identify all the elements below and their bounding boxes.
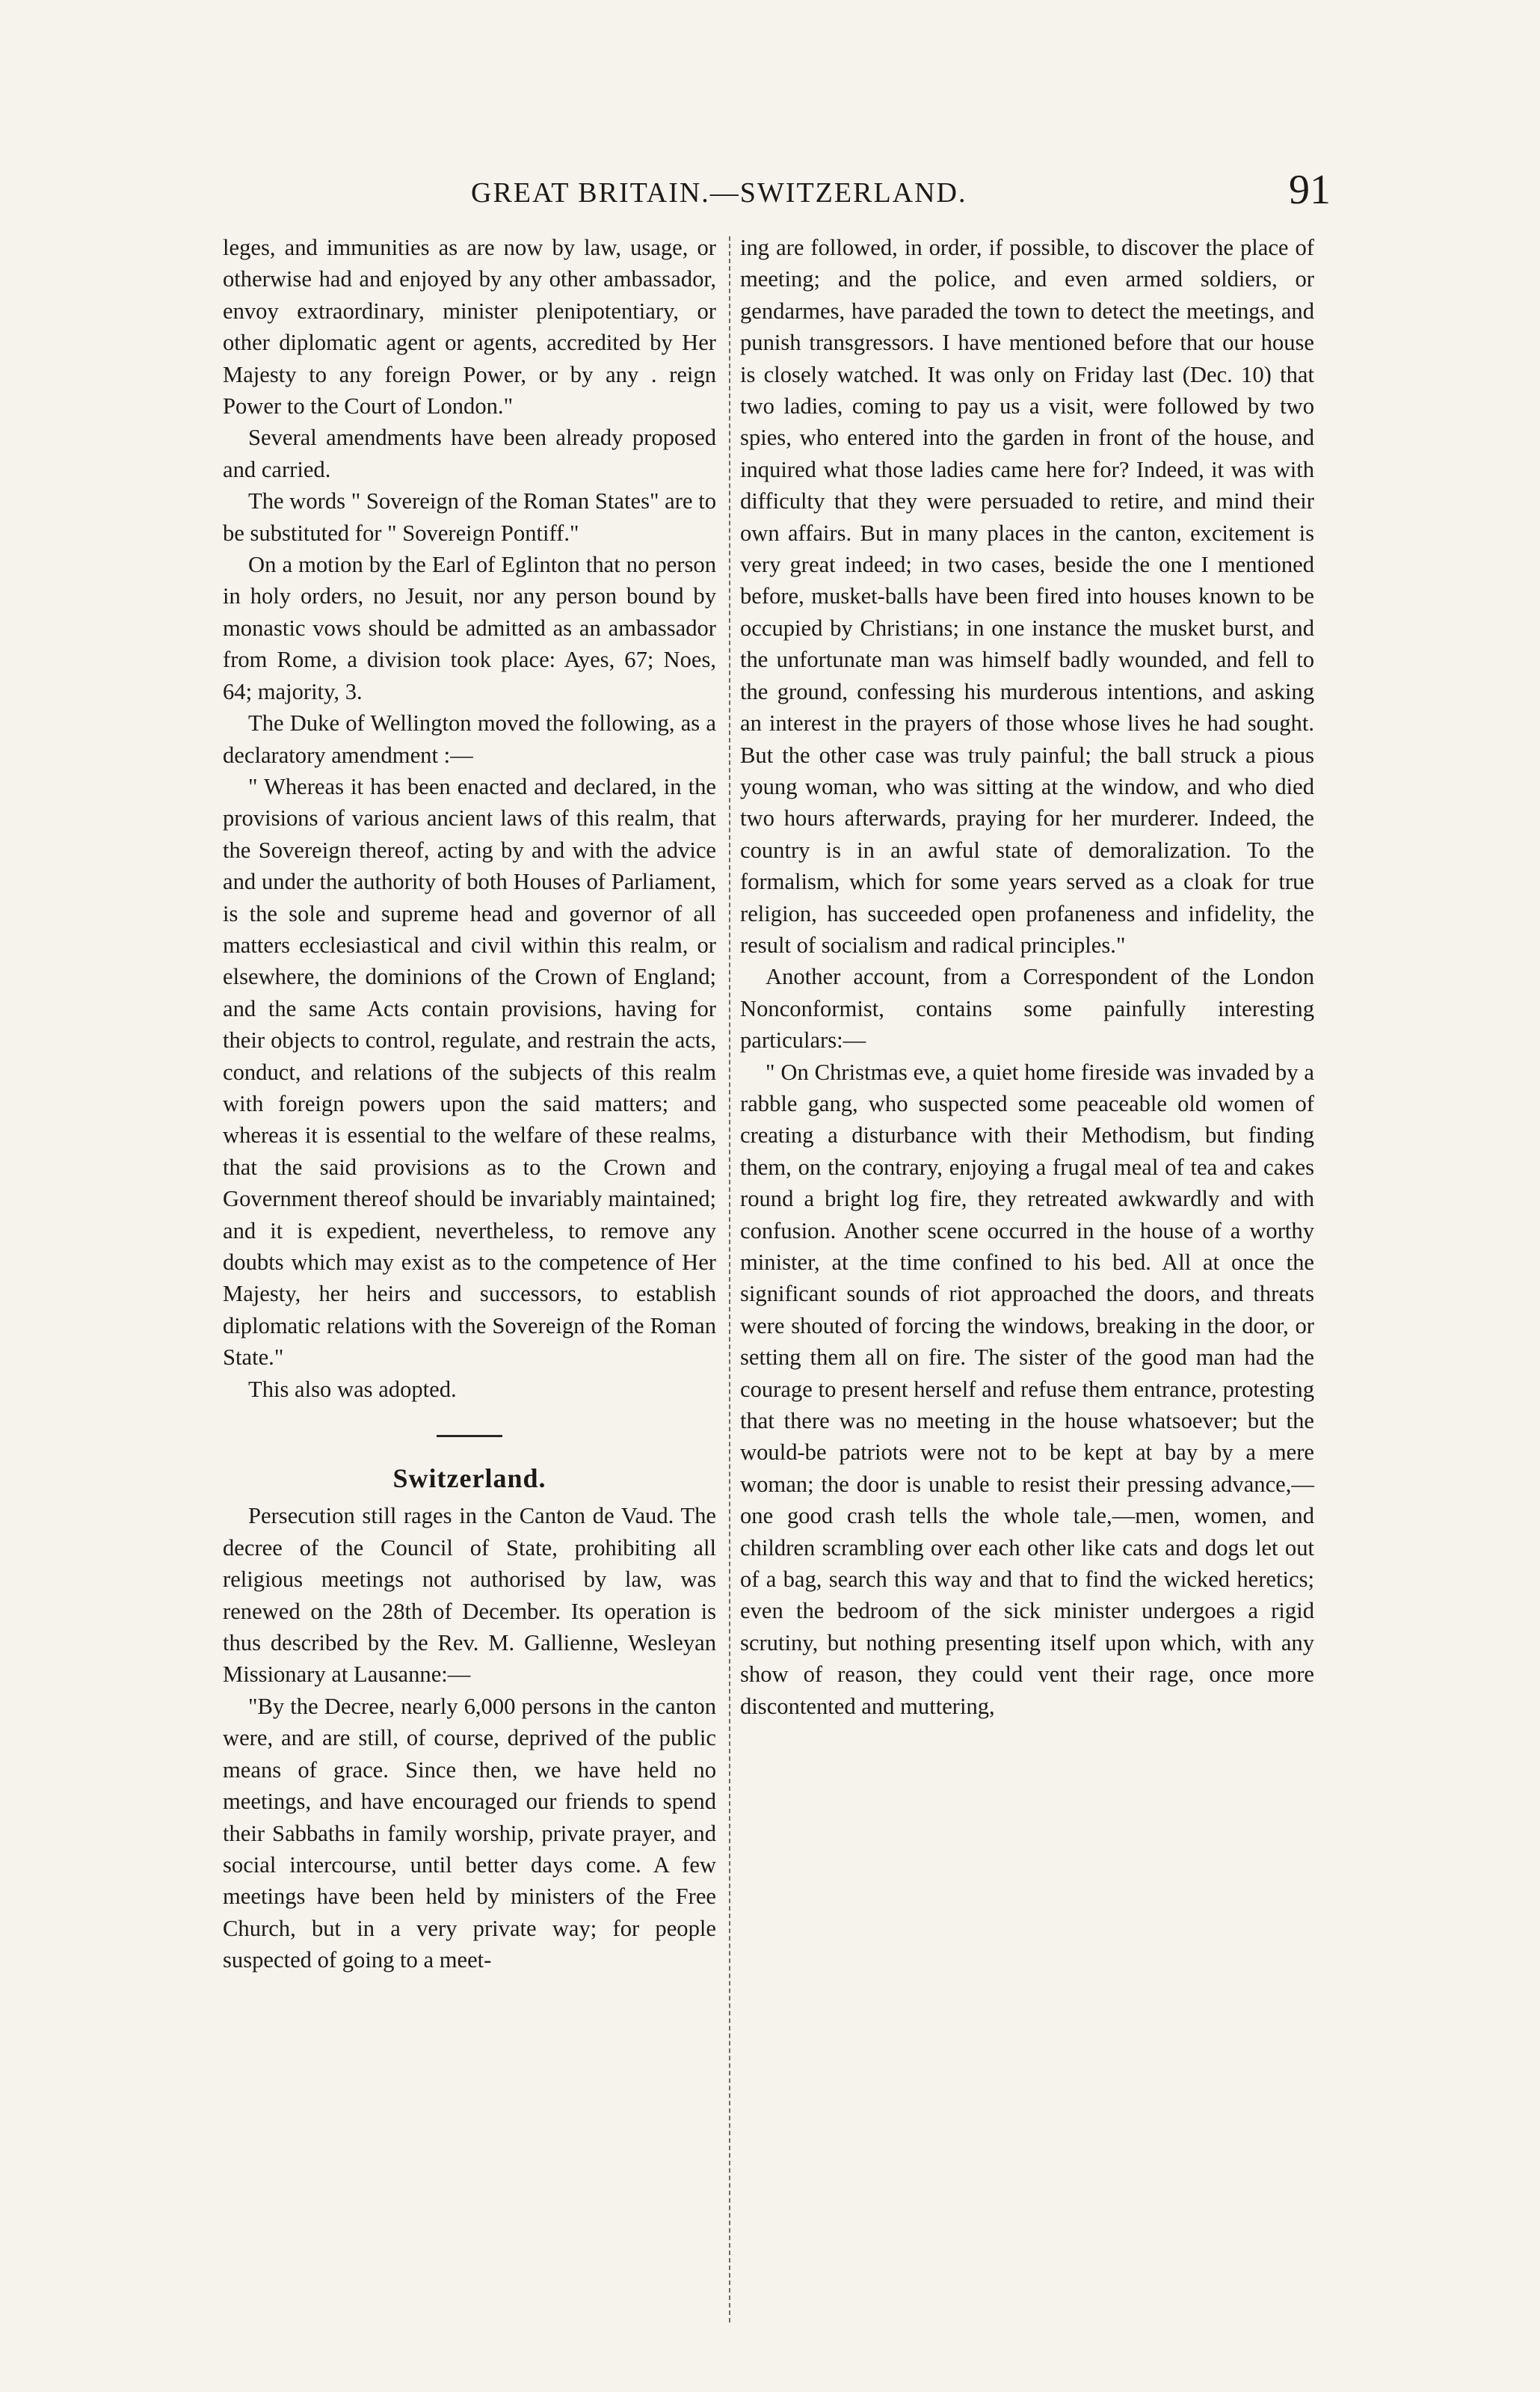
column-divider	[729, 236, 730, 2322]
running-head	[224, 166, 1331, 218]
paragraph: Another account, from a Correspondent of the London Nonconformist, contains some painfully interesting particulars:—	[740, 964, 1314, 1054]
paragraph: Persecution still rages in the Canton de Vaud. The decree of the Council of State, prohibiting all religious meetings not authorised by law, was renewed on the 28th of December. Its operation is thus described by the Rev. M. Gallienne, Wesleyan Missionary at Lausanne:—	[223, 1503, 716, 1688]
paragraph: The Duke of Wellington moved the following, as a declaratory amendment :—	[223, 710, 716, 768]
paragraph: ing are followed, in order, if possible, to discover the place of meeting; and the police, and even armed soldiers, or gendarmes, have paraded the town to detect the meetings, and punish transgressors. I have mentioned before that our house is closely watched. It was only on Friday last (Dec. 10) that two ladies, coming to pay us a visit, were followed by two spies, who entered into the garden in front of the house, and inquired what those ladies came here for? Indeed, it was with difficulty that they were persuaded to retire, and mind their own affairs. But in many places in the canton, excitement is very great indeed; in two cases, beside the one I mentioned before, musket-balls have been fired into houses known to be occupied by Christians; in one instance the musket burst, and the unfortunate man was himself badly wounded, and fell to the ground, confessing his murderous intentions, and asking an interest in the prayers of those whose lives he had sought. But the other case was truly painful; the ball struck a pious young woman, who was sitting at the window, and who died two hours afterwards, praying for her murderer. Indeed, the country is in an awful state of demoralization. To the formalism, which for some years served as a cloak for true religion, has succeeded open profaneness and infidelity, the result of socialism and radical principles."	[740, 235, 1314, 958]
paragraph: On a motion by the Earl of Eglinton that no person in holy orders, no Jesuit, nor any person bound by monastic vows should be admitted as an ambassador from Rome, a division took place: Ayes, 67; Noes, 64; majority, 3.	[223, 552, 716, 704]
page-number: 91	[1289, 167, 1331, 213]
section-heading: Switzerland.	[392, 1463, 546, 1494]
paragraph: The words " Sovereign of the Roman States" are to be substituted for " Sovereign Pontiff."	[223, 488, 716, 546]
quoted-paragraph: "By the Decree, nearly 6,000 persons in the canton were, and are still, of course, deprived of the public means of grace. Since then, we have held no meetings, and have encouraged our friends to spend their Sabbaths in family worship, private prayer, and social intercourse, until better days come. A few meetings have been held by ministers of the Free Church, but in a very private way; for people suspected of going to a meet-	[223, 1693, 716, 1973]
section-separator	[437, 1435, 502, 1437]
paragraph: leges, and immunities as are now by law, usage, or otherwise had and enjoyed by any other ambassador, envoy extraordinary, minister plenipotentiary, or other diplomatic agent or agents, accredited by Her Majesty to any foreign Power, or by any . reign Power to the Court of London."	[223, 235, 716, 419]
quoted-paragraph: " On Christmas eve, a quiet home fireside was invaded by a rabble gang, who suspected some peaceable old women of creating a disturbance with their Methodism, but finding them, on the contrary, enjoying a frugal meal of tea and cakes round a bright log fire, they retreated awkwardly and with confusion. Another scene occurred in the house of a worthy minister, at the time confined to his bed. All at once the significant sounds of riot approached the doors, and threats were shouted of forcing the windows, breaking in the door, or setting them all on fire. The sister of the good man had the courage to present herself and refuse them entrance, protesting that there was no meeting in the house whatsoever; but the would-be patriots were not to be kept at bay by a mere woman; the door is unable to resist their pressing advance,—one good crash tells the whole tale,—men, women, and children scrambling over each other like cats and dogs let out of a bag, search this way and that to find the wicked heretics; even the bedroom of the sick minister undergoes a rigid scrutiny, but nothing presenting itself upon which, with any show of reason, they could vent their rage, once more discontented and muttering,	[740, 1059, 1314, 1719]
running-title: GREAT BRITAIN.—SWITZERLAND.	[471, 177, 967, 209]
quoted-paragraph: " Whereas it has been enacted and declared, in the provisions of various ancient laws of this realm, that the Sovereign thereof, acting by and with the advice and under the authority of both Houses of Parliament, is the sole and supreme head and governor of all matters ecclesiastical and civil within this realm, or elsewhere, the dominions of the Crown of England; and the same Acts contain provisions, having for their objects to control, regulate, and restrain the acts, conduct, and relations of the subjects of this realm with foreign powers upon the said matters; and whereas it is essential to the welfare of these realms, that the said provisions as to the Crown and Government thereof should be invariably maintained; and it is expedient, nevertheless, to remove any doubts which may exist as to the competence of Her Majesty, her heirs and successors, to establish diplomatic relations with the Sovereign of the Roman State."	[223, 773, 716, 1371]
paragraph: This also was adopted.	[248, 1376, 457, 1402]
left-column	[223, 232, 716, 1976]
paragraph: Several amendments have been already proposed and carried.	[223, 425, 716, 482]
right-column	[740, 232, 1314, 1722]
